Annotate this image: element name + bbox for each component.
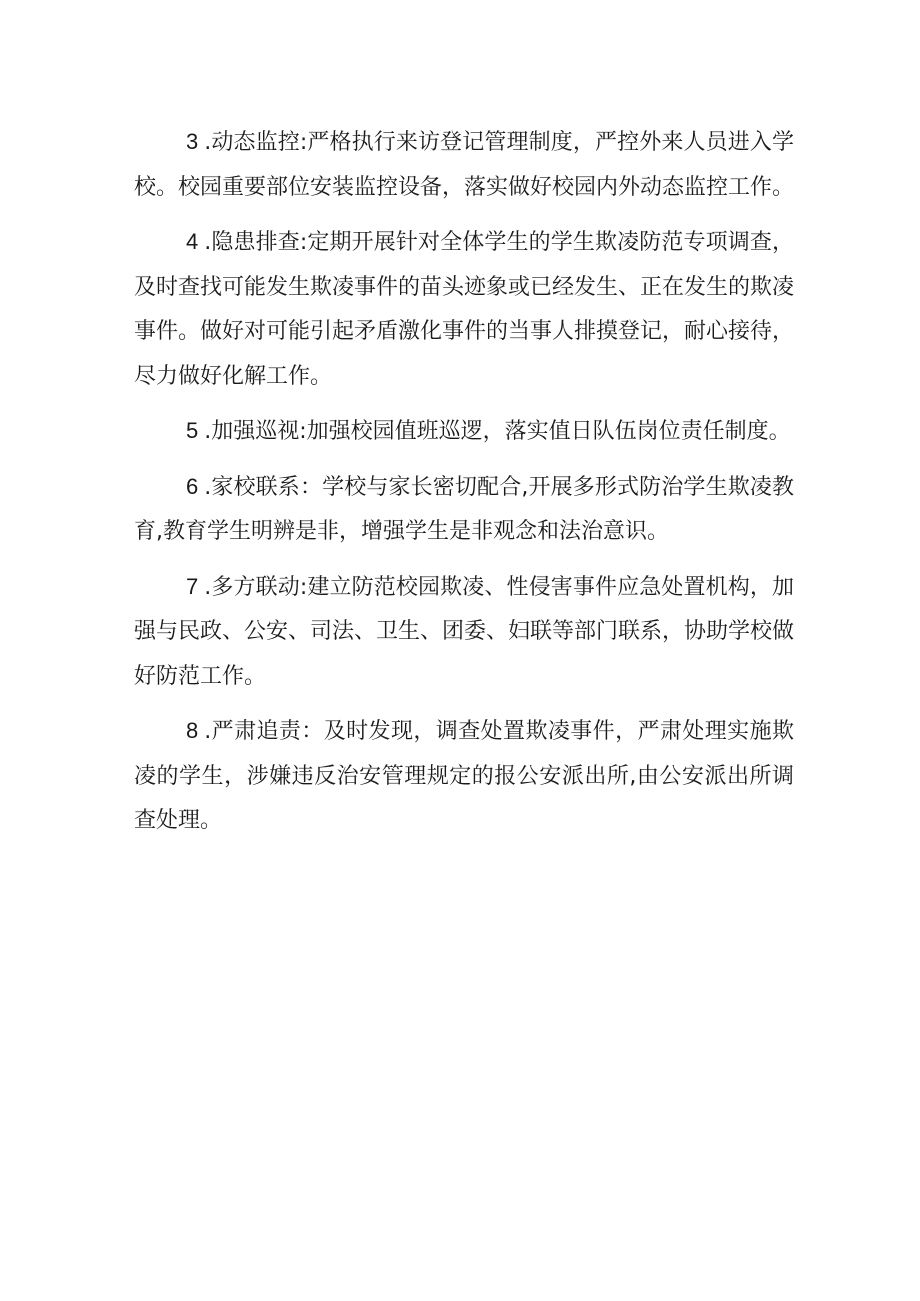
paragraph-text: .隐患排查:定期开展针对全体学生的学生欺凌防范专项调查，及时查找可能发生欺凌事件的苗头迹象或已经发生、正在发生的欺凌事件。做好对可能引起矛盾激化事件的当事人排摸登记，耐心接待，尽力做好化解工作。 [134,230,795,389]
paragraph-number: 3 [186,129,205,154]
paragraph-6 [134,465,794,555]
paragraph-4 [134,220,794,399]
paragraph-text: .加强巡视:加强校园值班巡逻，落实值日队伍岗位责任制度。 [204,419,791,444]
document-body [134,120,794,854]
paragraph-8 [134,709,794,844]
paragraph-5 [134,409,794,455]
paragraph-number: 7 [186,573,205,599]
paragraph-number: 5 [186,418,205,443]
paragraph-number: 8 [186,718,205,743]
paragraph-text: .严肃追责：及时发现，调查处置欺凌事件，严肃处理实施欺凌的学生，涉嫌违反治安管理规定的报公安派出所,由公安派出所调查处理。 [134,719,794,833]
paragraph-number: 4 [186,229,205,254]
paragraph-number: 6 [186,473,205,499]
paragraph-text: .多方联动:建立防范校园欺凌、性侵害事件应急处置机构，加强与民政、公安、司法、卫生、团委、妇联等部门联系，协助学校做好防范工作。 [134,574,795,689]
paragraph-text: .家校联系：学校与家长密切配合,开展多形式防治学生欺凌教育,教育学生明辨是非，增强学生是非观念和法治意识。 [134,474,794,544]
paragraph-text: .动态监控:严格执行来访登记管理制度，严控外来人员进入学校。校园重要部位安装监控设备，落实做好校园内外动态监控工作。 [134,130,795,200]
paragraph-3 [134,120,794,210]
paragraph-7 [134,565,794,700]
